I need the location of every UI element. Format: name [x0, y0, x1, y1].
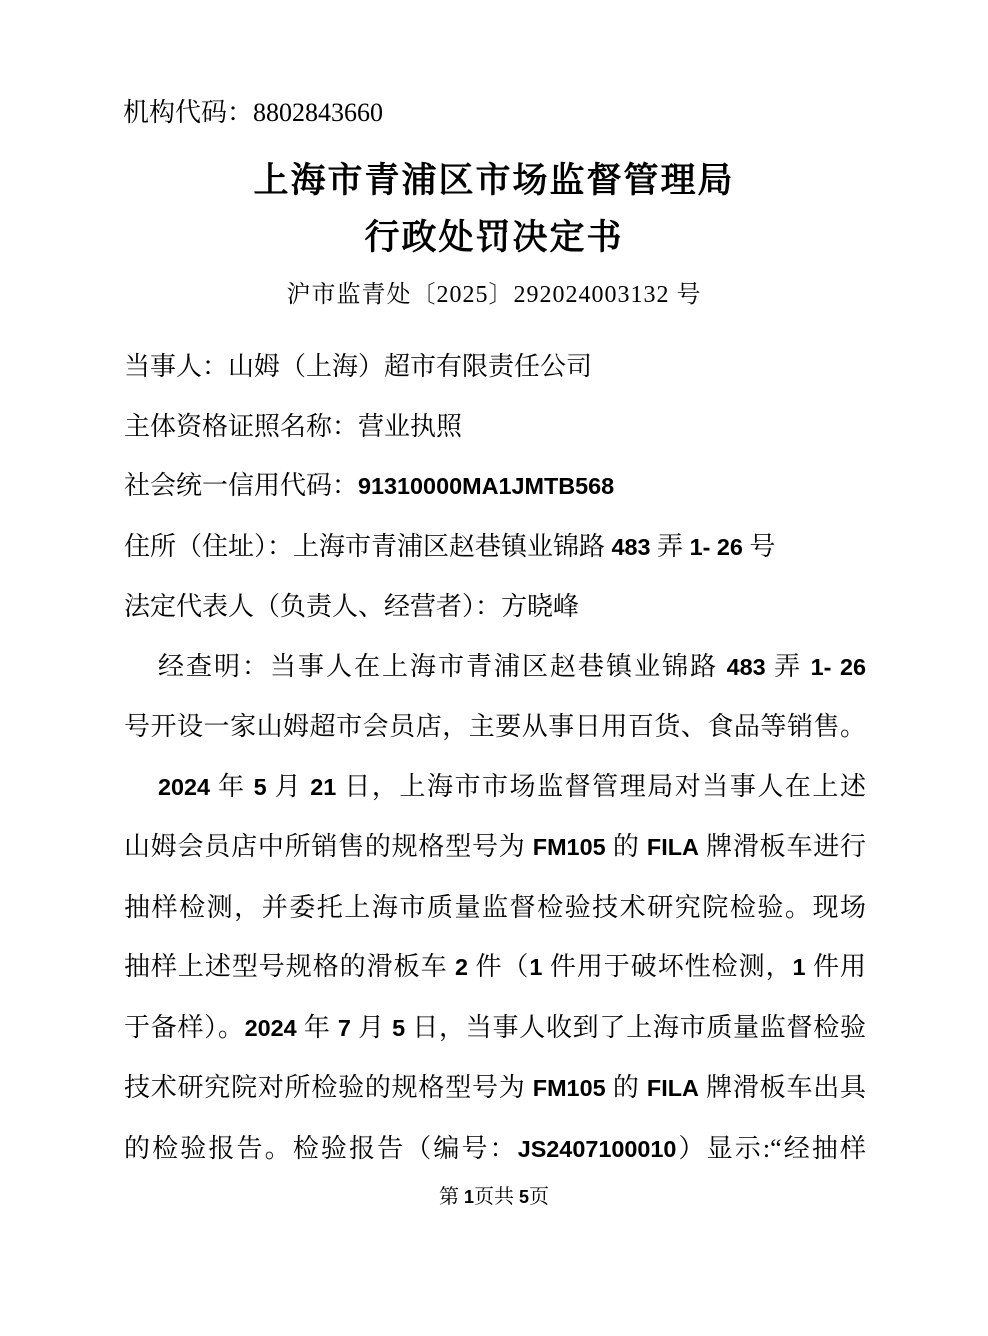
findings-line-2: 号开设一家山姆超市会员店，主要从事日用百货、食品等销售。 [124, 712, 866, 741]
legal-representative-line: 法定代表人（负责人、经营者）：方晓峰 [124, 592, 580, 621]
agency-code-value: 8802843660 [253, 98, 384, 127]
inspection-line-5: 于备样）。2024 年 7 月 5 日，当事人收到了上海市质量监督检验 [124, 1012, 866, 1042]
agency-code-label: 机构代码： [123, 98, 254, 127]
page-number: 第 1页共 5页 [438, 1186, 550, 1208]
license-name-line: 主体资格证照名称：营业执照 [124, 411, 463, 441]
credit-code-line: 社会统一信用代码：91310000MA1JMTB568 [124, 471, 615, 500]
inspection-line-2: 山姆会员店中所销售的规格型号为 FM105 的 FILA 牌滑板车进行 [124, 832, 866, 861]
document-body [124, 337, 866, 1179]
inspection-line-7: 的检验报告。检验报告（编号：JS2407100010）显示:“经抽样 [124, 1133, 866, 1163]
address-line: 住所（住址）：上海市青浦区赵巷镇业锦路 483 弄 1- 26 号 [124, 531, 776, 561]
inspection-line-6: 技术研究院对所检验的规格型号为 FM105 的 FILA 牌滑板车出具 [124, 1073, 866, 1102]
party-line: 当事人：山姆（上海）超市有限责任公司 [124, 352, 593, 381]
document-title-line1: 上海市青浦区市场监督管理局 [253, 161, 735, 200]
agency-code-line [123, 95, 383, 131]
inspection-line-3: 抽样检测，并委托上海市质量监督检验技术研究院检验。现场 [124, 892, 866, 922]
document-number: 沪市监青处〔2025〕292024003132 号 [286, 282, 702, 308]
document-title [0, 152, 988, 266]
inspection-line-4: 抽样上述型号规格的滑板车 2 件（1 件用于破坏性检测，1 件用 [124, 952, 866, 981]
inspection-line-1: 2024 年 5 月 21 日，上海市市场监督管理局对当事人在上述 [158, 771, 866, 801]
document-title-line2: 行政处罚决定书 [364, 218, 624, 257]
findings-line-1: 经查明：当事人在上海市青浦区赵巷镇业锦路 483 弄 1- 26 [158, 651, 866, 681]
